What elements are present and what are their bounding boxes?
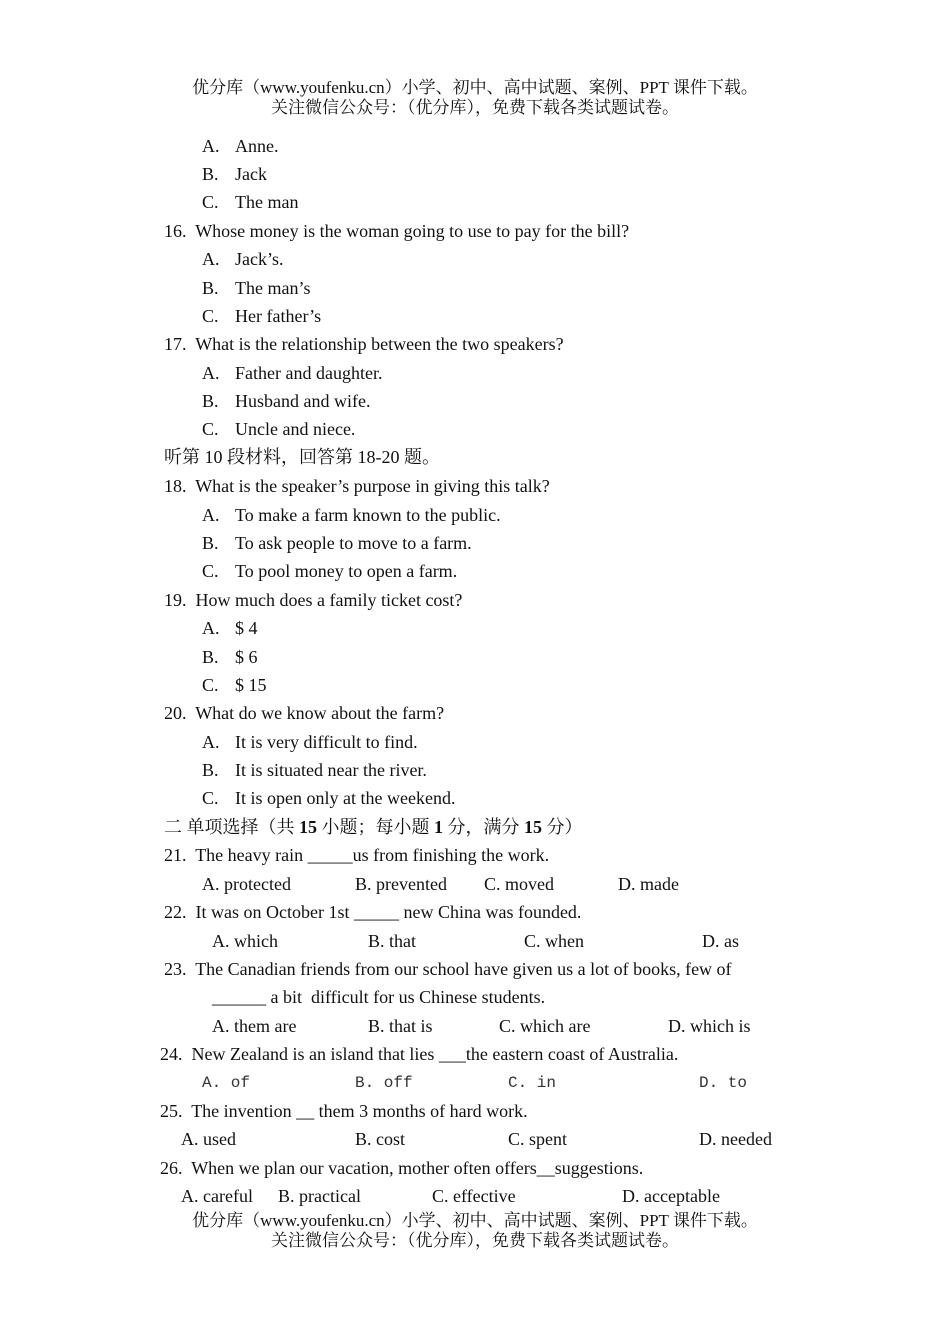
q25-option-a: A. used: [181, 1129, 236, 1149]
q23-option-d: D. which is: [668, 1016, 751, 1036]
q25-option-c: C. spent: [508, 1129, 568, 1149]
q17-option-c: C. Uncle and niece.: [202, 419, 356, 439]
q17-option-b: B. Husband and wife.: [202, 391, 371, 411]
q21-option-c: C. moved: [484, 874, 554, 894]
q20-option-a: A. It is very difficult to find.: [202, 732, 418, 752]
q16-option-c: C. Her father’s: [202, 306, 322, 326]
q22-question: 22. It was on October 1st _____ new China was founded.: [164, 902, 582, 922]
header-line-2: 关注微信公众号：（优分库），免费下载各类试题试卷。: [271, 98, 679, 117]
q15-option-a: A. Anne.: [202, 136, 279, 156]
q24-option-a: A. of: [202, 1074, 251, 1092]
q20-question: 20. What do we know about the farm?: [164, 703, 445, 723]
q18-option-c: C. To pool money to open a farm.: [202, 561, 458, 581]
q24-option-b: B. off: [355, 1074, 413, 1092]
q25-option-b: B. cost: [355, 1129, 406, 1149]
q15-option-c: C. The man: [202, 192, 299, 212]
q23-option-b: B. that is: [368, 1016, 433, 1036]
q19-question: 19. How much does a family ticket cost?: [164, 590, 463, 610]
q26-option-b: B. practical: [278, 1186, 361, 1206]
q23-question-continued: ______ a bit difficult for us Chinese students.: [212, 987, 546, 1007]
q23-question: 23. The Canadian friends from our school have given us a lot of books, few of: [164, 959, 732, 979]
footer-line-1: 优分库（www.youfenku.cn）小学、初中、高中试题、案例、PPT 课件下载。: [192, 1211, 758, 1230]
section-10-instruction: 听第 10 段材料，回答第 18-20 题。: [164, 447, 440, 467]
q21-question: 21. The heavy rain _____us from finishing the work.: [164, 845, 550, 865]
q22-option-b: B. that: [368, 931, 416, 951]
q23-option-a: A. them are: [212, 1016, 297, 1036]
q19-option-a: A. $ 4: [202, 618, 258, 638]
q20-option-c: C. It is open only at the weekend.: [202, 788, 456, 808]
q19-option-b: B. $ 6: [202, 647, 258, 667]
q16-option-a: A. Jack’s.: [202, 249, 284, 269]
footer-line-2: 关注微信公众号：（优分库），免费下载各类试题试卷。: [271, 1231, 679, 1250]
q22-option-d: D. as: [702, 931, 739, 951]
q24-question: 24. New Zealand is an island that lies ___the eastern coast of Australia.: [160, 1044, 679, 1064]
q26-option-a: A. careful: [181, 1186, 253, 1206]
q24-option-d: D. to: [699, 1074, 748, 1092]
q26-option-d: D. acceptable: [622, 1186, 720, 1206]
q21-option-d: D. made: [618, 874, 679, 894]
q24-option-c: C. in: [508, 1074, 557, 1092]
part-2-heading: 二 单项选择（共 15 小题；每小题 1 分，满分 15 分）: [164, 817, 583, 837]
q19-option-c: C. $ 15: [202, 675, 267, 695]
q18-option-b: B. To ask people to move to a farm.: [202, 533, 472, 553]
q21-option-a: A. protected: [202, 874, 291, 894]
q23-option-c: C. which are: [499, 1016, 591, 1036]
q18-option-a: A. To make a farm known to the public.: [202, 505, 501, 525]
q16-option-b: B. The man’s: [202, 278, 311, 298]
q17-question: 17. What is the relationship between the two speakers?: [164, 334, 564, 354]
q18-question: 18. What is the speaker’s purpose in giving this talk?: [164, 476, 550, 496]
q25-question: 25. The invention __ them 3 months of hard work.: [160, 1101, 528, 1121]
q22-option-c: C. when: [524, 931, 584, 951]
q17-option-a: A. Father and daughter.: [202, 363, 383, 383]
q22-option-a: A. which: [212, 931, 278, 951]
q15-option-b: B. Jack: [202, 164, 267, 184]
q21-option-b: B. prevented: [355, 874, 447, 894]
q26-question: 26. When we plan our vacation, mother often offers__suggestions.: [160, 1158, 644, 1178]
q20-option-b: B. It is situated near the river.: [202, 760, 427, 780]
header-line-1: 优分库（www.youfenku.cn）小学、初中、高中试题、案例、PPT 课件下载。: [192, 78, 758, 97]
q26-option-c: C. effective: [432, 1186, 516, 1206]
q25-option-d: D. needed: [699, 1129, 772, 1149]
q16-question: 16. Whose money is the woman going to use to pay for the bill?: [164, 221, 630, 241]
